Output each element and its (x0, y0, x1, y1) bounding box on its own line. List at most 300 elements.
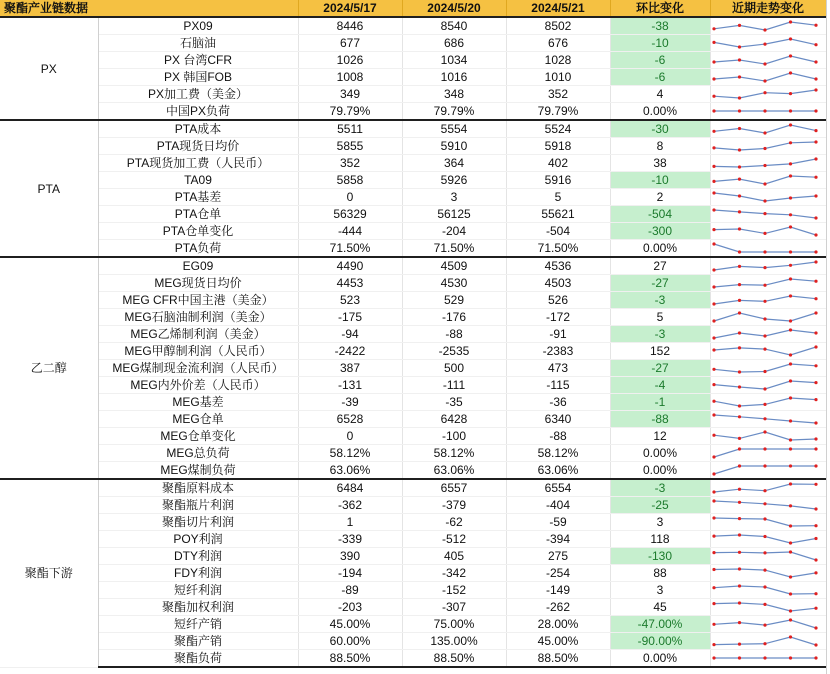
sparkline-cell[interactable] (710, 223, 826, 240)
item-cell[interactable]: TA09 (98, 172, 298, 189)
sparkline-point (763, 131, 766, 134)
value-cell-1[interactable]: -131 (298, 377, 402, 394)
table-row (0, 616, 826, 633)
item-cell[interactable]: 中国PX负荷 (98, 103, 298, 121)
change-cell[interactable]: -90.00% (610, 633, 710, 650)
value-cell-1[interactable]: -194 (298, 565, 402, 582)
change-cell[interactable]: 0.00% (610, 462, 710, 480)
trend-header[interactable]: 近期走势变化 (710, 0, 826, 17)
value-cell-1[interactable]: 63.06% (298, 462, 402, 480)
value-cell-3[interactable]: 63.06% (506, 462, 610, 480)
value-cell-3[interactable]: 79.79% (506, 103, 610, 121)
value-cell-3[interactable]: 1010 (506, 69, 610, 86)
sparkline-cell[interactable] (710, 343, 826, 360)
value-cell-3[interactable]: -172 (506, 309, 610, 326)
value-cell-3[interactable]: -149 (506, 582, 610, 599)
change-cell[interactable]: -27 (610, 360, 710, 377)
sparkline-point (763, 109, 766, 112)
change-cell[interactable]: -504 (610, 206, 710, 223)
group-label[interactable]: PTA (0, 120, 98, 257)
change-cell[interactable]: -3 (610, 326, 710, 343)
table-row (0, 479, 826, 497)
sparkline-point (814, 88, 817, 91)
value-cell-2[interactable]: -111 (402, 377, 506, 394)
item-cell[interactable]: EG09 (98, 257, 298, 275)
sparkline-point (788, 54, 791, 57)
value-cell-1[interactable]: 352 (298, 155, 402, 172)
value-cell-2[interactable]: -88 (402, 326, 506, 343)
sparkline (711, 139, 819, 153)
sparkline-point (737, 621, 740, 624)
value-cell-2[interactable]: -62 (402, 514, 506, 531)
sparkline-point (788, 609, 791, 612)
value-cell-3[interactable]: 28.00% (506, 616, 610, 633)
value-cell-3[interactable]: 4536 (506, 257, 610, 275)
value-cell-2[interactable]: -100 (402, 428, 506, 445)
value-cell-2[interactable]: -2535 (402, 343, 506, 360)
change-cell[interactable]: -130 (610, 548, 710, 565)
value-cell-3[interactable]: -2383 (506, 343, 610, 360)
value-cell-2[interactable]: -307 (402, 599, 506, 616)
value-cell-1[interactable]: 523 (298, 292, 402, 309)
change-cell[interactable]: -30 (610, 120, 710, 138)
sparkline-cell[interactable] (710, 120, 826, 138)
value-cell-1[interactable]: 60.00% (298, 633, 402, 650)
change-cell[interactable]: 27 (610, 257, 710, 275)
sparkline-point (737, 127, 740, 130)
item-cell[interactable]: PTA现货日均价 (98, 138, 298, 155)
sparkline-point (814, 398, 817, 401)
sparkline-cell[interactable] (710, 497, 826, 514)
sparkline-cell[interactable] (710, 548, 826, 565)
sparkline-cell[interactable] (710, 360, 826, 377)
sparkline-cell[interactable] (710, 206, 826, 223)
change-cell[interactable]: -4 (610, 377, 710, 394)
value-cell-3[interactable]: -262 (506, 599, 610, 616)
value-cell-3[interactable]: -504 (506, 223, 610, 240)
value-cell-1[interactable]: -175 (298, 309, 402, 326)
sparkline-cell[interactable] (710, 86, 826, 103)
item-cell[interactable]: PTA仓单变化 (98, 223, 298, 240)
item-cell[interactable]: MEG基差 (98, 394, 298, 411)
sparkline-point (737, 584, 740, 587)
value-cell-2[interactable]: 75.00% (402, 616, 506, 633)
sparkline-cell[interactable] (710, 394, 826, 411)
value-cell-1[interactable]: 1026 (298, 52, 402, 69)
sparkline-cell[interactable] (710, 514, 826, 531)
value-cell-1[interactable]: 5511 (298, 120, 402, 138)
sparkline-cell[interactable] (710, 52, 826, 69)
value-cell-2[interactable]: 529 (402, 292, 506, 309)
sparkline-cell[interactable] (710, 616, 826, 633)
value-cell-1[interactable]: 1008 (298, 69, 402, 86)
item-cell[interactable]: MEG煤制负荷 (98, 462, 298, 480)
value-cell-1[interactable]: 349 (298, 86, 402, 103)
value-cell-3[interactable]: -59 (506, 514, 610, 531)
value-cell-2[interactable]: 348 (402, 86, 506, 103)
value-cell-3[interactable]: 275 (506, 548, 610, 565)
value-cell-3[interactable]: -254 (506, 565, 610, 582)
sparkline-cell[interactable] (710, 17, 826, 35)
sparkline-point (814, 507, 817, 510)
value-cell-3[interactable]: -394 (506, 531, 610, 548)
sparkline-point (763, 212, 766, 215)
sparkline-cell[interactable] (710, 155, 826, 172)
change-cell[interactable]: 3 (610, 514, 710, 531)
item-cell[interactable]: 聚酯切片利润 (98, 514, 298, 531)
item-cell[interactable]: DTY利润 (98, 548, 298, 565)
sparkline-point (763, 535, 766, 538)
change-cell[interactable]: -10 (610, 35, 710, 52)
sparkline-point (712, 95, 715, 98)
item-cell[interactable]: POY利润 (98, 531, 298, 548)
table-row (0, 514, 826, 531)
value-cell-1[interactable]: -94 (298, 326, 402, 343)
group-label[interactable]: 乙二醇 (0, 257, 98, 479)
value-cell-1[interactable]: -362 (298, 497, 402, 514)
sparkline-point (712, 348, 715, 351)
item-cell[interactable]: 聚酯瓶片利润 (98, 497, 298, 514)
value-cell-2[interactable]: 686 (402, 35, 506, 52)
sparkline-point (712, 383, 715, 386)
value-cell-2[interactable]: 8540 (402, 17, 506, 35)
value-cell-2[interactable]: -379 (402, 497, 506, 514)
header-row (0, 0, 826, 17)
change-cell[interactable]: 4 (610, 86, 710, 103)
change-cell[interactable]: 88 (610, 565, 710, 582)
change-cell[interactable]: -25 (610, 497, 710, 514)
change-cell[interactable]: -38 (610, 17, 710, 35)
table-row (0, 52, 826, 69)
value-cell-1[interactable]: 56329 (298, 206, 402, 223)
group-label[interactable]: PX (0, 17, 98, 120)
value-cell-1[interactable]: 4490 (298, 257, 402, 275)
value-cell-3[interactable]: 1028 (506, 52, 610, 69)
value-cell-2[interactable]: 63.06% (402, 462, 506, 480)
item-cell[interactable]: 石脑油 (98, 35, 298, 52)
sparkline-point (712, 413, 715, 416)
value-cell-2[interactable]: -204 (402, 223, 506, 240)
sparkline-cell[interactable] (710, 240, 826, 258)
value-cell-1[interactable]: 0 (298, 428, 402, 445)
sparkline-point (737, 165, 740, 168)
value-cell-1[interactable]: 4453 (298, 275, 402, 292)
value-cell-3[interactable]: 71.50% (506, 240, 610, 258)
sparkline-point (814, 233, 817, 236)
value-cell-3[interactable]: 6554 (506, 479, 610, 497)
value-cell-3[interactable]: 5916 (506, 172, 610, 189)
value-cell-1[interactable]: 5858 (298, 172, 402, 189)
sparkline-point (712, 516, 715, 519)
item-cell[interactable]: PTA成本 (98, 120, 298, 138)
value-cell-1[interactable]: 5855 (298, 138, 402, 155)
sparkline-point (763, 642, 766, 645)
value-cell-2[interactable]: 5926 (402, 172, 506, 189)
value-cell-1[interactable]: 6484 (298, 479, 402, 497)
value-cell-3[interactable]: 5918 (506, 138, 610, 155)
item-cell[interactable]: PX 韩国FOB (98, 69, 298, 86)
value-cell-1[interactable]: -444 (298, 223, 402, 240)
sparkline-point (712, 109, 715, 112)
item-cell[interactable]: PTA基差 (98, 189, 298, 206)
sparkline-point (814, 483, 817, 486)
value-cell-2[interactable]: -35 (402, 394, 506, 411)
change-cell[interactable]: 152 (610, 343, 710, 360)
value-cell-3[interactable]: 5 (506, 189, 610, 206)
change-cell[interactable]: 5 (610, 309, 710, 326)
value-cell-1[interactable]: 71.50% (298, 240, 402, 258)
value-cell-2[interactable]: 500 (402, 360, 506, 377)
change-cell[interactable]: -88 (610, 411, 710, 428)
value-cell-2[interactable]: -512 (402, 531, 506, 548)
value-cell-2[interactable]: 88.50% (402, 650, 506, 668)
sparkline-point (814, 311, 817, 314)
change-cell[interactable]: -3 (610, 292, 710, 309)
sparkline-cell[interactable] (710, 103, 826, 121)
value-cell-3[interactable]: 402 (506, 155, 610, 172)
date-header-1[interactable]: 2024/5/17 (298, 0, 402, 17)
value-cell-2[interactable]: 71.50% (402, 240, 506, 258)
sparkline-cell[interactable] (710, 377, 826, 394)
value-cell-1[interactable]: -339 (298, 531, 402, 548)
item-cell[interactable]: PTA仓单 (98, 206, 298, 223)
value-cell-1[interactable]: 45.00% (298, 616, 402, 633)
change-cell[interactable]: -47.00% (610, 616, 710, 633)
item-cell[interactable]: 聚酯原料成本 (98, 479, 298, 497)
value-cell-2[interactable]: 79.79% (402, 103, 506, 121)
change-cell[interactable]: 2 (610, 189, 710, 206)
value-cell-3[interactable]: 58.12% (506, 445, 610, 462)
sparkline-cell[interactable] (710, 326, 826, 343)
change-cell[interactable]: -300 (610, 223, 710, 240)
change-cell[interactable]: 0.00% (610, 650, 710, 668)
value-cell-2[interactable]: 1016 (402, 69, 506, 86)
value-cell-2[interactable]: 4530 (402, 275, 506, 292)
sparkline-cell[interactable] (710, 309, 826, 326)
sparkline-point (763, 250, 766, 253)
item-cell[interactable]: 短纤产销 (98, 616, 298, 633)
value-cell-2[interactable]: 135.00% (402, 633, 506, 650)
item-cell[interactable]: MEG仓单变化 (98, 428, 298, 445)
value-cell-3[interactable]: 6340 (506, 411, 610, 428)
value-cell-1[interactable]: 88.50% (298, 650, 402, 668)
item-cell[interactable]: 聚酯加权利润 (98, 599, 298, 616)
sparkline-point (712, 455, 715, 458)
sparkline-point (737, 331, 740, 334)
value-cell-3[interactable]: -115 (506, 377, 610, 394)
value-cell-3[interactable]: -88 (506, 428, 610, 445)
value-cell-1[interactable]: 8446 (298, 17, 402, 35)
value-cell-2[interactable]: 6557 (402, 479, 506, 497)
sparkline-point (788, 319, 791, 322)
value-cell-3[interactable]: 55621 (506, 206, 610, 223)
value-cell-2[interactable]: 3 (402, 189, 506, 206)
change-cell[interactable]: -10 (610, 172, 710, 189)
value-cell-2[interactable]: 1034 (402, 52, 506, 69)
sparkline-point (737, 385, 740, 388)
sparkline-cell[interactable] (710, 531, 826, 548)
item-cell[interactable]: MEG内外价差（人民币） (98, 377, 298, 394)
value-cell-2[interactable]: 56125 (402, 206, 506, 223)
sparkline (711, 224, 819, 238)
table-title[interactable]: 聚酯产业链数据 (0, 0, 298, 17)
table-row (0, 445, 826, 462)
sparkline-cell[interactable] (710, 479, 826, 497)
sparkline-point (814, 381, 817, 384)
sparkline-cell[interactable] (710, 599, 826, 616)
sparkline-point (712, 568, 715, 571)
sparkline-cell[interactable] (710, 35, 826, 52)
sparkline-cell[interactable] (710, 172, 826, 189)
item-cell[interactable]: MEG仓单 (98, 411, 298, 428)
right-border (826, 0, 827, 674)
sparkline-point (712, 535, 715, 538)
value-cell-1[interactable]: 390 (298, 548, 402, 565)
value-cell-3[interactable]: 88.50% (506, 650, 610, 668)
value-cell-1[interactable]: 677 (298, 35, 402, 52)
item-cell[interactable]: MEG甲醇制利润（人民币） (98, 343, 298, 360)
value-cell-1[interactable]: 0 (298, 189, 402, 206)
value-cell-2[interactable]: -176 (402, 309, 506, 326)
item-cell[interactable]: FDY利润 (98, 565, 298, 582)
sparkline (711, 532, 819, 546)
value-cell-3[interactable]: 8502 (506, 17, 610, 35)
change-cell[interactable]: -6 (610, 52, 710, 69)
value-cell-3[interactable]: 473 (506, 360, 610, 377)
item-cell[interactable]: PX09 (98, 17, 298, 35)
sparkline-cell[interactable] (710, 462, 826, 480)
change-cell[interactable]: -6 (610, 69, 710, 86)
sparkline-cell[interactable] (710, 138, 826, 155)
value-cell-2[interactable]: -342 (402, 565, 506, 582)
sparkline (711, 310, 819, 324)
sparkline-point (737, 45, 740, 48)
value-cell-2[interactable]: 364 (402, 155, 506, 172)
value-cell-3[interactable]: 45.00% (506, 633, 610, 650)
value-cell-3[interactable]: 5524 (506, 120, 610, 138)
sparkline-point (814, 643, 817, 646)
sparkline-cell[interactable] (710, 565, 826, 582)
value-cell-2[interactable]: 58.12% (402, 445, 506, 462)
sparkline-point (788, 447, 791, 450)
item-cell[interactable]: MEG乙烯制利润（美金） (98, 326, 298, 343)
sparkline-cell[interactable] (710, 428, 826, 445)
change-cell[interactable]: 8 (610, 138, 710, 155)
date-header-2[interactable]: 2024/5/20 (402, 0, 506, 17)
sparkline (711, 395, 819, 409)
change-cell[interactable]: 38 (610, 155, 710, 172)
value-cell-3[interactable]: 526 (506, 292, 610, 309)
item-cell[interactable]: MEG煤制现金流利润（人民币） (98, 360, 298, 377)
sparkline-point (788, 196, 791, 199)
value-cell-1[interactable]: 387 (298, 360, 402, 377)
item-cell[interactable]: PX加工费（美金） (98, 86, 298, 103)
table-row (0, 326, 826, 343)
item-cell[interactable]: PTA现货加工费（人民币） (98, 155, 298, 172)
sparkline-cell[interactable] (710, 411, 826, 428)
sparkline-point (788, 162, 791, 165)
item-cell[interactable]: 短纤利润 (98, 582, 298, 599)
sparkline-point (814, 607, 817, 610)
value-cell-1[interactable]: 79.79% (298, 103, 402, 121)
item-cell[interactable]: PTA负荷 (98, 240, 298, 258)
item-cell[interactable]: MEG现货日均价 (98, 275, 298, 292)
change-cell[interactable]: 118 (610, 531, 710, 548)
table-row (0, 633, 826, 650)
value-cell-3[interactable]: 676 (506, 35, 610, 52)
sparkline (711, 651, 819, 665)
sparkline-cell[interactable] (710, 189, 826, 206)
item-cell[interactable]: PX 台湾CFR (98, 52, 298, 69)
value-cell-3[interactable]: -36 (506, 394, 610, 411)
change-cell[interactable]: 0.00% (610, 445, 710, 462)
change-cell[interactable]: 0.00% (610, 103, 710, 121)
change-cell[interactable]: 0.00% (610, 240, 710, 258)
change-cell[interactable]: -1 (610, 394, 710, 411)
value-cell-1[interactable]: 1 (298, 514, 402, 531)
value-cell-1[interactable]: 6528 (298, 411, 402, 428)
item-cell[interactable]: MEG CFR中国主港（美金） (98, 292, 298, 309)
change-header[interactable]: 环比变化 (610, 0, 710, 17)
sparkline-cell[interactable] (710, 633, 826, 650)
sparkline-point (814, 345, 817, 348)
sparkline-cell[interactable] (710, 445, 826, 462)
value-cell-1[interactable]: -89 (298, 582, 402, 599)
value-cell-3[interactable]: 4503 (506, 275, 610, 292)
sparkline-cell[interactable] (710, 292, 826, 309)
change-cell[interactable]: 3 (610, 582, 710, 599)
date-header-3[interactable]: 2024/5/21 (506, 0, 610, 17)
item-cell[interactable]: 聚酯负荷 (98, 650, 298, 668)
change-cell[interactable]: 45 (610, 599, 710, 616)
sparkline-cell[interactable] (710, 69, 826, 86)
item-cell[interactable]: MEG总负荷 (98, 445, 298, 462)
sparkline-point (814, 60, 817, 63)
sparkline-point (763, 417, 766, 420)
change-cell[interactable]: -3 (610, 479, 710, 497)
sparkline-point (788, 174, 791, 177)
item-cell[interactable]: 聚酯产销 (98, 633, 298, 650)
value-cell-2[interactable]: 5910 (402, 138, 506, 155)
item-cell[interactable]: MEG石脑油制利润（美金） (98, 309, 298, 326)
value-cell-1[interactable]: -203 (298, 599, 402, 616)
value-cell-1[interactable]: 58.12% (298, 445, 402, 462)
sparkline-point (814, 129, 817, 132)
sparkline (711, 173, 819, 187)
value-cell-3[interactable]: 352 (506, 86, 610, 103)
sparkline-cell[interactable] (710, 650, 826, 668)
value-cell-2[interactable]: 6428 (402, 411, 506, 428)
group-label[interactable]: 聚酯下游 (0, 479, 98, 667)
value-cell-2[interactable]: 4509 (402, 257, 506, 275)
change-cell[interactable]: -27 (610, 275, 710, 292)
value-cell-1[interactable]: -39 (298, 394, 402, 411)
value-cell-3[interactable]: -404 (506, 497, 610, 514)
sparkline-point (737, 210, 740, 213)
sparkline-cell[interactable] (710, 275, 826, 292)
sparkline-cell[interactable] (710, 582, 826, 599)
value-cell-2[interactable]: 405 (402, 548, 506, 565)
sparkline-point (814, 331, 817, 334)
table-row (0, 650, 826, 668)
value-cell-2[interactable]: 5554 (402, 120, 506, 138)
change-cell[interactable]: 12 (610, 428, 710, 445)
table-row (0, 17, 826, 35)
value-cell-3[interactable]: -91 (506, 326, 610, 343)
value-cell-1[interactable]: -2422 (298, 343, 402, 360)
sparkline-cell[interactable] (710, 257, 826, 275)
value-cell-2[interactable]: -152 (402, 582, 506, 599)
